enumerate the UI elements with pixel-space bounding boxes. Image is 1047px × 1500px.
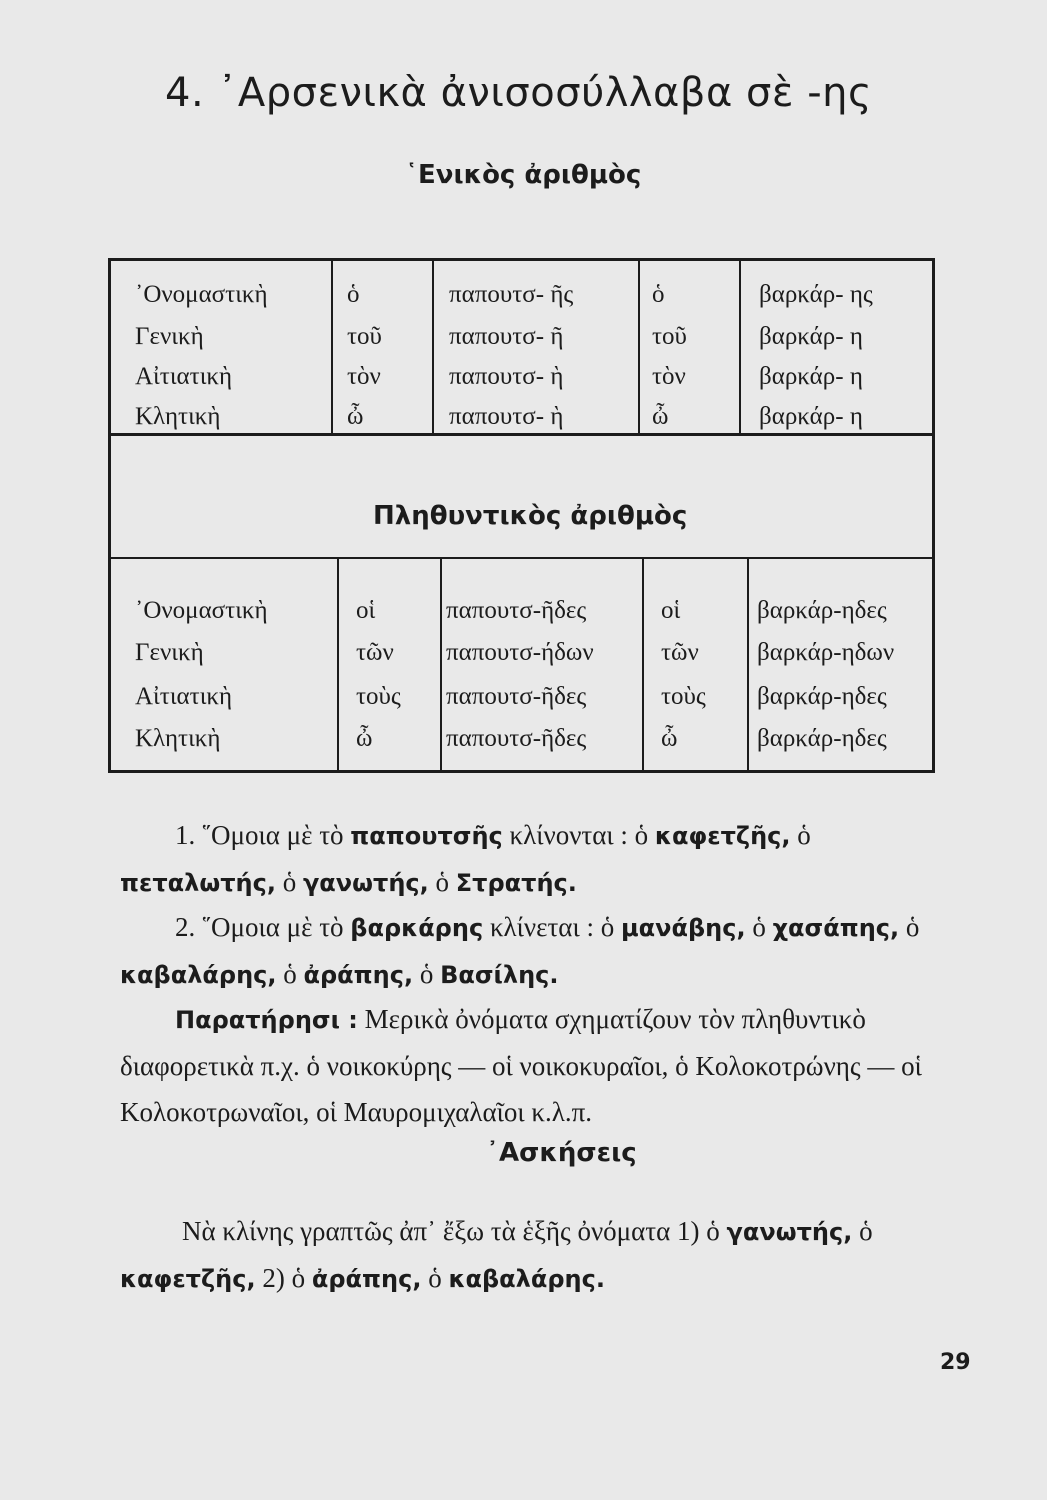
noun-form: παπουτσ-ῆδες <box>446 683 587 710</box>
declension-table <box>108 258 935 773</box>
article: ὦ <box>661 725 678 752</box>
note-1: 1. ῞Ομοια μὲ τὸ παπουτσῆς κλίνονται : ὁ καφετζῆς, ὁ πεταλωτής, ὁ γανωτής, ὁ Στρατής. <box>120 820 811 897</box>
singular-title: ῾Ενικὸς ἀριθμὸς <box>405 160 642 190</box>
note-2: 2. ῞Ομοια μὲ τὸ βαρκάρης κλίνεται : ὁ μανάβης, ὁ χασάπης, ὁ καβαλάρης, ὁ ἀράπης, ὁ Βασίλης. <box>120 912 920 989</box>
article: οἱ <box>661 597 681 624</box>
noun-form: παπουτσ- ὴ <box>449 403 564 430</box>
noun-form: παπουτσ-ήδων <box>446 639 594 666</box>
article: ὁ <box>347 281 360 308</box>
article: οἱ <box>356 597 376 624</box>
table-divider <box>111 433 932 436</box>
column-rule <box>337 559 339 770</box>
article: ὦ <box>347 403 364 430</box>
article: τὸν <box>347 363 381 390</box>
remark: Παρατήρησι : Μερικὰ ὀνόματα σχηματίζουν τὸν πληθυντικὸ διαφορετικὰ π.χ. ὁ νοικοκύρης — οἱ νοικοκυραῖοι, ὁ Κολοκοτρώνης — οἱ Κολοκοτρωναῖοι, οἱ Μαυρομιχαλαῖοι κ.λ.π. <box>120 1004 922 1127</box>
column-rule <box>739 261 741 433</box>
column-rule <box>440 559 442 770</box>
case-label: Γενικὴ <box>135 639 204 666</box>
article: τοὺς <box>356 683 401 710</box>
noun-form: βαρκάρ-ηδων <box>757 639 895 666</box>
column-rule <box>432 261 434 433</box>
noun-form: βαρκάρ-ηδες <box>757 683 887 710</box>
case-label: Αἰτιατικὴ <box>135 363 233 390</box>
article: ὦ <box>652 403 669 430</box>
article: τοὺς <box>661 683 706 710</box>
noun-form: βαρκάρ- η <box>759 323 863 350</box>
article: τοῦ <box>652 323 687 350</box>
case-label: Γενικὴ <box>135 323 204 350</box>
noun-form: παπουτσ-ῆδες <box>446 597 587 624</box>
case-label: ᾽Ονομαστικὴ <box>135 597 268 624</box>
noun-form: παπουτσ- ῆ <box>449 323 564 350</box>
article: τοῦ <box>347 323 382 350</box>
case-label: Αἰτιατικὴ <box>135 683 233 710</box>
column-rule <box>642 559 644 770</box>
column-rule <box>331 261 333 433</box>
exercises-title: ᾽Ασκήσεις <box>486 1138 637 1168</box>
exercise-text: Νὰ κλίνης γραπτῶς ἀπ᾽ ἔξω τὰ ἑξῆς ὀνόματα 1) ὁ γανωτής, ὁ καφετζῆς, 2) ὁ ἀράπης, ὁ καβαλάρης. <box>120 1216 873 1293</box>
noun-form: βαρκάρ- η <box>759 403 863 430</box>
noun-form: παπουτσ- ὴ <box>449 363 564 390</box>
case-label: Κλητικὴ <box>135 403 221 430</box>
page-number: 29 <box>940 1350 971 1375</box>
noun-form: βαρκάρ- ης <box>759 281 873 308</box>
article: ὁ <box>652 281 665 308</box>
article: τὸν <box>652 363 686 390</box>
table-divider <box>111 557 932 559</box>
case-label: ᾽Ονομαστικὴ <box>135 281 268 308</box>
noun-form: βαρκάρ-ηδες <box>757 597 887 624</box>
column-rule <box>747 559 749 770</box>
column-rule <box>638 261 640 433</box>
noun-form: βαρκάρ-ηδες <box>757 725 887 752</box>
noun-form: βαρκάρ- η <box>759 363 863 390</box>
article: τῶν <box>661 639 699 666</box>
article: τῶν <box>356 639 394 666</box>
article: ὦ <box>356 725 373 752</box>
section-heading: 4. ᾽Αρσενικὰ ἀνισοσύλλαβα σὲ -ης <box>165 70 872 116</box>
case-label: Κλητικὴ <box>135 725 221 752</box>
plural-title: Πληθυντικὸς ἀριθμὸς <box>373 501 688 531</box>
noun-form: παπουτσ-ῆδες <box>446 725 587 752</box>
noun-form: παπουτσ- ῆς <box>449 281 574 308</box>
